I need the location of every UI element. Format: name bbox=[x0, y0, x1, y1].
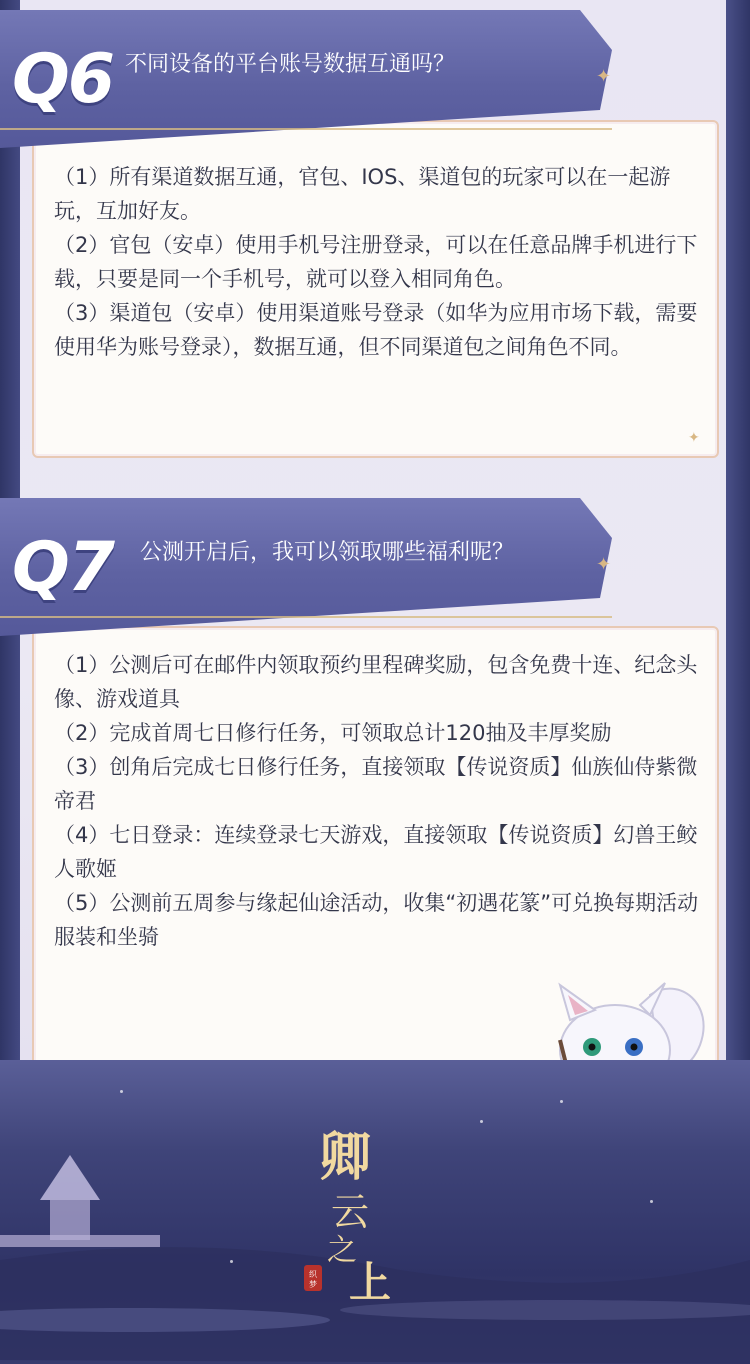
answer-item: （2）完成首周七日修行任务，可领取总计120抽及丰厚奖励 bbox=[54, 721, 612, 745]
answer-text bbox=[54, 648, 704, 954]
answer-item: （3）渠道包（安卓）使用渠道账号登录（如华为应用市场下载，需要使用华为账号登录），数据互通，但不同渠道包之间角色不同。 bbox=[54, 301, 698, 359]
banner-gold-line bbox=[0, 616, 612, 618]
answer-item: （5）公测前五周参与缘起仙途活动，收集“初遇花篆”可兑换每期活动服装和坐骑 bbox=[54, 891, 699, 949]
question-title: 不同设备的平台账号数据互通吗？ bbox=[125, 52, 456, 77]
svg-text:上: 上 bbox=[348, 1258, 392, 1305]
sparkle-icon: ✦ bbox=[596, 554, 612, 575]
svg-text:梦: 梦 bbox=[309, 1280, 317, 1289]
svg-text:云: 云 bbox=[330, 1190, 370, 1234]
answer-text bbox=[54, 160, 704, 364]
sparkle-icon: ✦ bbox=[688, 430, 700, 446]
svg-text:卿: 卿 bbox=[318, 1127, 372, 1188]
svg-text:织: 织 bbox=[309, 1270, 317, 1279]
answer-item: （1）公测后可在邮件内领取预约里程碑奖励，包含免费十连、纪念头像、游戏道具 bbox=[54, 653, 698, 711]
answer-item: （3）创角后完成七日修行任务，直接领取【传说资质】仙族仙侍紫微帝君 bbox=[54, 755, 698, 813]
answer-item: （2）官包（安卓）使用手机号注册登录，可以在任意品牌手机进行下载，只要是同一个手机号，就可以登入相同角色。 bbox=[54, 233, 698, 291]
question-number: Q6 bbox=[12, 40, 114, 119]
question-number: Q7 bbox=[12, 528, 114, 607]
question-title: 公测开启后，我可以领取哪些福利呢？ bbox=[140, 540, 515, 565]
answer-item: （4）七日登录：连续登录七天游戏，直接领取【传说资质】幻兽王鲛人歌姬 bbox=[54, 823, 698, 881]
answer-item: （1）所有渠道数据互通，官包、IOS、渠道包的玩家可以在一起游玩，互加好友。 bbox=[54, 165, 671, 223]
right-border bbox=[726, 0, 750, 1160]
sparkle-icon: ✦ bbox=[596, 66, 612, 87]
game-logo bbox=[290, 1115, 400, 1305]
banner-gold-line bbox=[0, 128, 612, 130]
svg-text:之: 之 bbox=[327, 1233, 357, 1268]
